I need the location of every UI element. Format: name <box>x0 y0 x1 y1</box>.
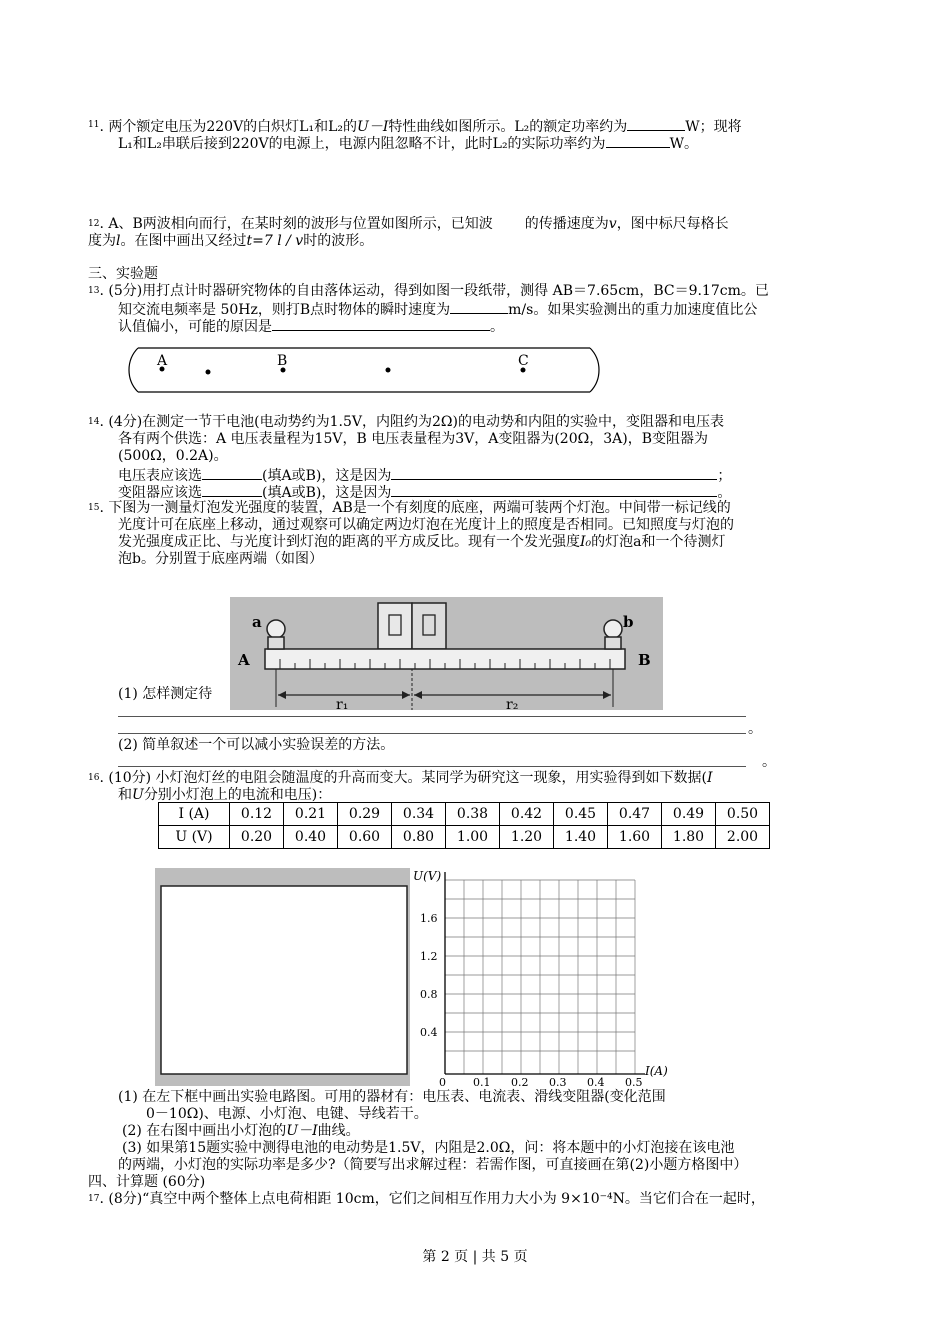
q14-line5: 变阻器应该选 (填A或B)，这是因为 。 <box>118 485 732 501</box>
page-footer: 第 2 页 | 共 5 页 <box>422 1249 528 1265</box>
q16-sub1a: (1) 在左下框中画出实验电路图。可用的器材有：电压表、电流表、滑线变阻器(变化范围 <box>118 1089 666 1105</box>
graph-ytick: 0.8 <box>420 988 438 1001</box>
table-cell: 2.00 <box>716 826 770 849</box>
q14-line2: 各有两个供选：A 电压表量程为15V，B 电压表量程为3V，A变阻器为(20Ω，3A)，B变阻器为 <box>118 431 709 447</box>
answer-blank[interactable] <box>391 483 717 497</box>
fig-label-b: b <box>623 613 634 631</box>
q14-line3: (500Ω，0.2A)。 <box>118 448 228 464</box>
fig-label-end-a: A <box>238 651 250 669</box>
q16-sub2: (2) 在右图中画出小灯泡的U－I曲线。 <box>122 1123 360 1139</box>
table-cell: 1.00 <box>446 826 500 849</box>
table-cell: 1.20 <box>500 826 554 849</box>
table-row <box>159 803 770 826</box>
answer-blank[interactable] <box>272 317 490 331</box>
answer-blank[interactable] <box>450 300 508 314</box>
graph-xtick: 0.1 <box>473 1076 491 1086</box>
tape-label-c: C <box>518 353 529 369</box>
circuit-and-graph-figure <box>155 868 674 1086</box>
graph-xlabel: I(A) <box>645 1064 668 1078</box>
table-cell: 0.50 <box>716 803 770 826</box>
fig-label-r1: r₁ <box>336 697 349 710</box>
q15-line3: 发光强度成正比、与光度计到灯泡的距离的平方成反比。现有一个发光强度I₀的灯泡a和一个待测灯 <box>118 534 726 550</box>
fig-label-end-b: B <box>638 651 651 669</box>
answer-blank[interactable] <box>202 466 262 480</box>
table-cell: 0.60 <box>338 826 392 849</box>
table-cell: 0.40 <box>284 826 338 849</box>
q12-line1: $^{12}$. A、B两波相向而行，在某时刻的波形与位置如图所示，已知波 的传播速度为v，图中标尺每格长 <box>88 216 729 232</box>
graph-xtick: 0 <box>439 1076 446 1086</box>
q13-line1: $^{13}$. (5分)用打点计时器研究物体的自由落体运动，得到如图一段纸带，测得 AB＝7.65cm，BC＝9.17cm。已 <box>88 283 769 299</box>
table-cell: 0.45 <box>554 803 608 826</box>
q11-line1: $^{11}$. 两个额定电压为220V的白炽灯L₁和L₂的U－I特性曲线如图所示。L₂的额定功率约为 W；现将 <box>88 119 742 135</box>
fig-label-r2: r₂ <box>506 697 519 710</box>
paper-tape-figure <box>120 342 600 398</box>
answer-line[interactable] <box>118 766 746 767</box>
graph-ytick: 1.2 <box>420 950 438 963</box>
q15-sub2: (2) 简单叙述一个可以减小实验误差的方法。 <box>118 737 395 753</box>
tape-dot <box>206 370 211 375</box>
q14-line1: $^{14}$. (4分)在测定一节干电池(电动势约为1.5V，内阻约为2Ω)的电动势和内阻的实验中，变阻器和电压表 <box>88 414 724 430</box>
q16-line1: $^{16}$. (10分) 小灯泡灯丝的电阻会随温度的升高而变大。某同学为研究这一现象，用实验得到如下数据(I <box>88 770 713 786</box>
q15-sub2-end: 。 <box>762 754 776 770</box>
answer-blank[interactable] <box>391 466 717 480</box>
answer-blank[interactable] <box>202 483 262 497</box>
table-cell: 1.80 <box>662 826 716 849</box>
q15-line1: $^{15}$. 下图为一测量灯泡发光强度的装置，AB是一个有刻度的底座，两端可装两个灯泡。中间带一标记线的 <box>88 500 731 516</box>
graph-xtick: 0.3 <box>549 1076 567 1086</box>
circuit-drawing-box[interactable] <box>161 886 407 1074</box>
answer-blank[interactable] <box>627 117 685 131</box>
section-heading: 四、计算题 (60分) <box>88 1174 206 1190</box>
q13-line3: 认值偏小，可能的原因是 。 <box>118 319 504 335</box>
tape-label-b: B <box>277 353 288 369</box>
tape-label-a: A <box>157 353 168 369</box>
q15-sub1-end: 。 <box>748 721 762 737</box>
table-cell: 0.42 <box>500 803 554 826</box>
row-header-i: I (A) <box>159 803 230 826</box>
graph-ytick: 0.4 <box>420 1026 438 1039</box>
q14-line4: 电压表应该选 (填A或B)，这是因为 ； <box>118 468 732 484</box>
section-heading: 三、实验题 <box>88 266 158 282</box>
data-table <box>158 802 770 849</box>
q12-line2: 度为l。在图中画出又经过t=7 l / v时的波形。 <box>88 233 374 249</box>
q15-line2: 光度计可在底座上移动，通过观察可以确定两边灯泡在光度计上的照度是否相同。已知照度与灯泡的 <box>118 517 734 533</box>
answer-line[interactable] <box>118 733 746 734</box>
table-cell: 1.40 <box>554 826 608 849</box>
graph-xtick: 0.5 <box>625 1076 643 1086</box>
graph-xtick: 0.4 <box>587 1076 605 1086</box>
graph-ylabel: U(V) <box>413 869 442 883</box>
q17-line1: $^{17}$. (8分)“真空中两个整体上点电荷相距 10cm，它们之间相互作用力大小为 9×10⁻⁴N。当它们合在一起时， <box>88 1191 765 1207</box>
table-cell: 0.47 <box>608 803 662 826</box>
q15-sub1: (1) 怎样测定待 <box>118 686 213 702</box>
graph-xtick: 0.2 <box>511 1076 529 1086</box>
q16-line2: 和U分别小灯泡上的电流和电压)： <box>118 787 332 803</box>
q15-line4: 泡b。分别置于底座两端（如图） <box>118 551 323 567</box>
answer-line[interactable] <box>118 716 746 717</box>
table-cell: 0.20 <box>230 826 284 849</box>
tape-dot <box>386 368 391 373</box>
q13-line2: 知交流电频率是 50Hz，则打B点时物体的瞬时速度为 m/s。如果实验测出的重力加速度值比公 <box>118 302 758 318</box>
table-cell: 0.49 <box>662 803 716 826</box>
table-cell: 0.34 <box>392 803 446 826</box>
row-header-u: U (V) <box>159 826 230 849</box>
fig-label-a: a <box>252 613 262 631</box>
q11-line2: L₁和L₂串联后接到220V的电源上，电源内阻忽略不计，此时L₂的实际功率约为 W。 <box>118 136 698 152</box>
table-cell: 0.21 <box>284 803 338 826</box>
answer-blank[interactable] <box>606 134 670 148</box>
table-cell: 1.60 <box>608 826 662 849</box>
q16-sub3b: 的两端，小灯泡的实际功率是多少?（简要写出求解过程：若需作图，可直接画在第(2)小题方格图中） <box>118 1157 748 1173</box>
table-row <box>159 826 770 849</box>
graph-ytick: 1.6 <box>420 912 438 925</box>
table-cell: 0.12 <box>230 803 284 826</box>
q16-sub1b: 0－10Ω)、电源、小灯泡、电键、导线若干。 <box>146 1106 428 1122</box>
table-cell: 0.80 <box>392 826 446 849</box>
table-cell: 0.38 <box>446 803 500 826</box>
table-cell: 0.29 <box>338 803 392 826</box>
photometer-figure <box>230 597 663 710</box>
q16-sub3a: (3) 如果第15题实验中测得电池的电动势是1.5V，内阻是2.0Ω，问：将本题中的小灯泡接在该电池 <box>122 1140 735 1156</box>
